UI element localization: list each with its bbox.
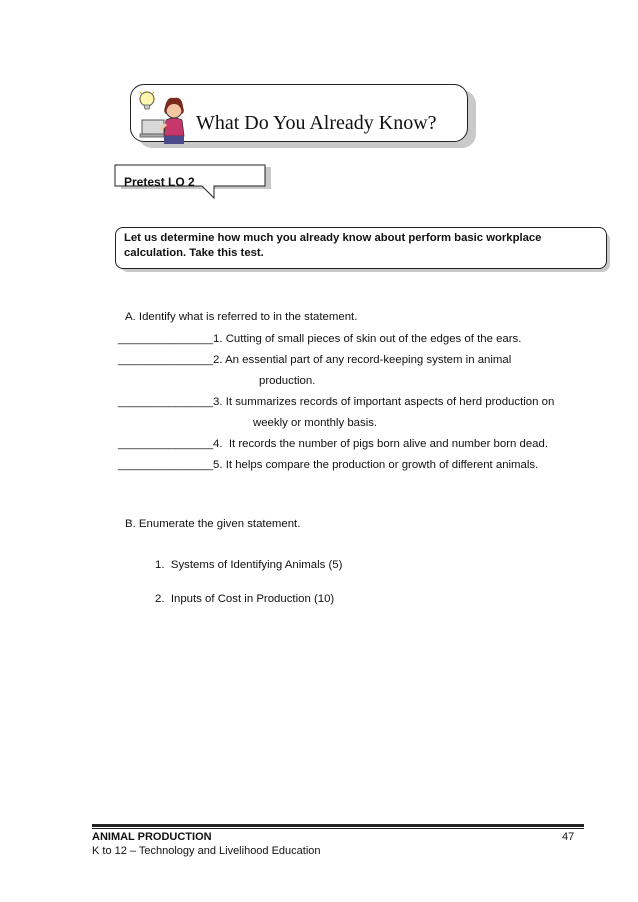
question-2-continuation: production. [259,375,316,387]
enumerate-item-1 [155,558,342,572]
question-number: 2. [213,354,223,366]
question-3-continuation: weekly or monthly basis. [253,417,378,429]
footer-rule [92,824,584,827]
question-text: It helps compare the production or growth of different animals. [225,459,539,471]
enumerate-item-2 [155,592,334,606]
footer-rule-thin [92,828,584,829]
instruction-text: Let us determine how much you already know about perform basic workplace calculation. Take this test. [124,232,542,259]
question-5 [118,458,538,472]
section-a-heading: A. Identify what is referred to in the statement. [125,311,358,323]
question-text: An essential part of any record-keeping system in animal [225,354,512,366]
section-b-heading: B. Enumerate the given statement. [125,518,301,530]
question-1 [118,332,521,346]
question-text: Cutting of small pieces of skin out of the edges of the ears. [225,333,522,345]
question-number: 4. [213,438,223,450]
item-number: 2. [155,593,165,605]
question-4 [118,437,548,451]
student-thinking-icon [138,90,190,146]
pretest-label: Pretest LO 2 [124,175,195,189]
item-number: 1. [155,559,165,571]
question-2 [118,353,511,367]
question-3 [118,395,554,409]
page-title: What Do You Already Know? [196,112,437,134]
question-number: 3. [213,396,223,408]
item-text: Inputs of Cost in Production (10) [170,593,335,605]
answer-blank: _______________ [118,354,214,366]
page-number: 47 [562,831,575,843]
footer-subtitle: K to 12 – Technology and Livelihood Education [92,845,321,857]
item-text: Systems of Identifying Animals (5) [170,559,343,571]
question-text: It records the number of pigs born alive and number born dead. [225,438,548,450]
footer-title: ANIMAL PRODUCTION [92,831,212,843]
question-number: 1. [213,333,223,345]
answer-blank: _______________ [118,333,214,345]
question-number: 5. [213,459,223,471]
answer-blank: _______________ [118,396,214,408]
question-text: It summarizes records of important aspects of herd production on [225,396,555,408]
answer-blank: _______________ [118,459,214,471]
answer-blank: _______________ [118,438,214,450]
